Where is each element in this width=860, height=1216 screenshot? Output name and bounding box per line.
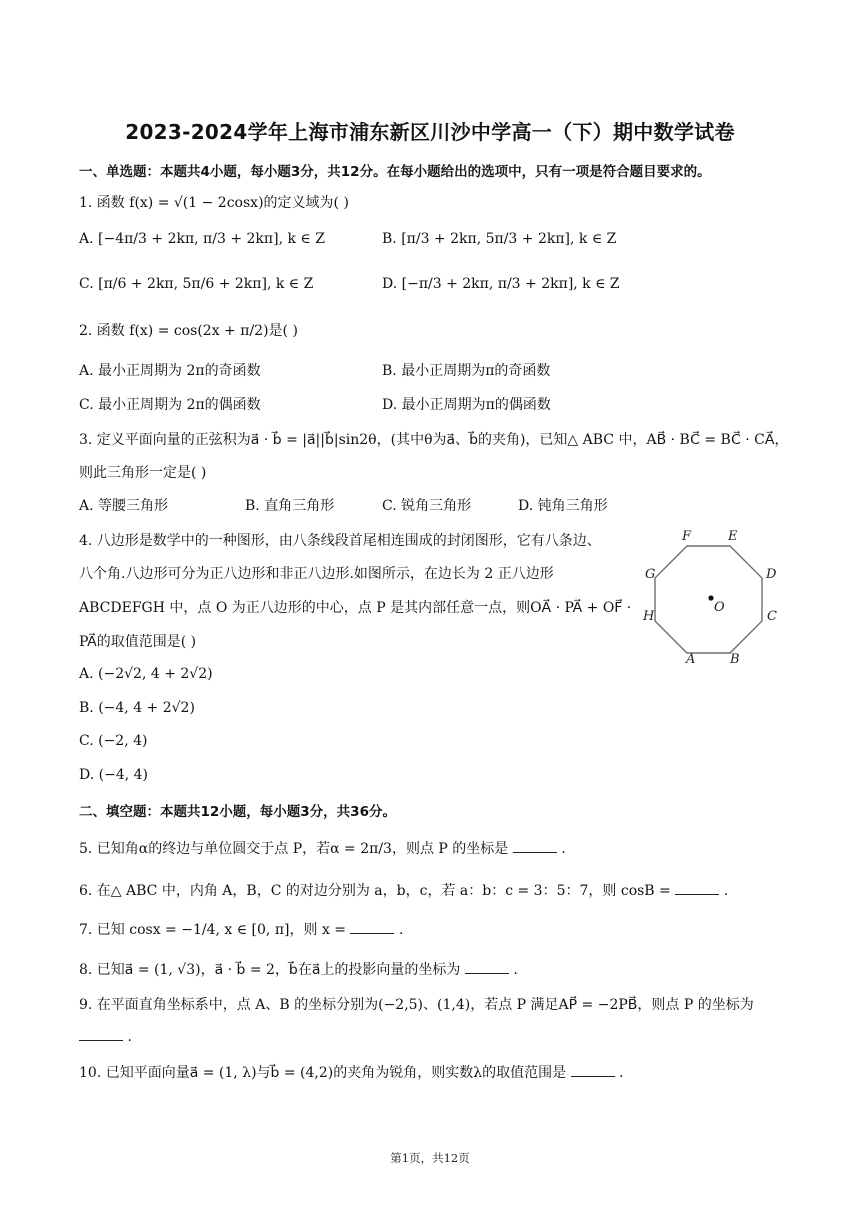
question-1-option-a: A. [−4π/3 + 2kπ, π/3 + 2kπ], k ∈ Z: [79, 231, 325, 247]
question-5: [79, 838, 566, 858]
question-2-option-d: D. 最小正周期为π的偶函数: [382, 397, 551, 413]
question-4-stem-line-3: ABCDEFGH 中，点 O 为正八边形的中心，点 P 是其内部任意一点，则OA⃗ · PA⃗ + OF⃗ ·: [79, 600, 632, 616]
answer-blank: [513, 840, 557, 853]
question-9-line-2: [79, 1028, 132, 1045]
question-4-option-b: B. (−4, 4 + 2√2): [79, 700, 195, 716]
page-title: 2023-2024学年上海市浦东新区川沙中学高一（下）期中数学试卷: [125, 120, 735, 144]
question-7: [79, 919, 403, 939]
question-3-option-d: D. 钝角三角形: [518, 498, 608, 514]
vertex-label-b: B: [730, 652, 740, 667]
question-8-end: .: [513, 962, 518, 978]
question-2-option-c: C. 最小正周期为 2π的偶函数: [79, 397, 261, 413]
question-8: [79, 959, 518, 979]
question-9-end: .: [127, 1029, 132, 1045]
question-10-text: 10. 已知平面向量a⃗ = (1, λ)与b⃗ = (4,2)的夹角为锐角，则实数λ的取值范围是: [79, 1065, 567, 1081]
center-point: [708, 595, 713, 600]
answer-blank: [571, 1064, 615, 1077]
question-4-stem-line-2: 八个角.八边形可分为正八边形和非正八边形.如图所示，在边长为 2 正八边形: [79, 566, 554, 582]
question-1-option-d: D. [−π/3 + 2kπ, π/3 + 2kπ], k ∈ Z: [382, 276, 620, 292]
vertex-label-h: H: [643, 609, 655, 624]
question-4-stem-line-1: 4. 八边形是数学中的一种图形，由八条线段首尾相连围成的封闭图形，它有八条边、: [79, 533, 601, 549]
vertex-label-g: G: [645, 567, 656, 582]
question-4-option-a: A. (−2√2, 4 + 2√2): [79, 666, 213, 682]
question-5-text: 5. 已知角α的终边与单位圆交于点 P，若α = 2π/3，则点 P 的坐标是: [79, 841, 509, 857]
vertex-label-e: E: [728, 529, 738, 544]
question-3-option-a: A. 等腰三角形: [79, 498, 169, 514]
question-10-end: .: [619, 1065, 624, 1081]
question-7-end: .: [398, 922, 404, 938]
question-6-end: .: [723, 883, 729, 899]
answer-blank: [350, 921, 394, 934]
question-10: [79, 1062, 623, 1082]
question-9-line-1: 9. 在平面直角坐标系中，点 A、B 的坐标分别为(−2,5)、(1,4)，若点 P 满足AP⃗ = −2PB⃗，则点 P 的坐标为: [79, 997, 754, 1013]
question-4-option-d: D. (−4, 4): [79, 767, 148, 783]
question-6-text: 6. 在△ ABC 中，内角 A，B，C 的对边分别为 a，b，c，若 a：b：c = 3：5：7，则 cosB =: [79, 883, 671, 899]
question-6: [79, 880, 728, 900]
answer-blank: [465, 961, 509, 974]
question-7-text: 7. 已知 cosx = −1/4, x ∈ [0, π]，则 x =: [79, 922, 347, 938]
question-8-text: 8. 已知a⃗ = (1, √3)，a⃗ · b⃗ = 2，b⃗在a⃗上的投影向量的坐标为: [79, 962, 461, 978]
question-5-end: .: [561, 841, 566, 857]
vertex-label-f: F: [682, 529, 692, 544]
question-3-option-c: C. 锐角三角形: [382, 498, 472, 514]
answer-blank: [79, 1028, 123, 1041]
page-footer: 第1页，共12页: [390, 1151, 470, 1165]
question-3-stem-line-1: 3. 定义平面向量的正弦积为a⃗ · b⃗ = |a⃗||b⃗|sin2θ，(其中θ为a⃗、b⃗的夹角)，已知△ ABC 中，AB⃗ · BC⃗ = BC⃗ · CA⃗，: [79, 432, 789, 448]
center-label-o: O: [714, 600, 725, 615]
question-4-option-c: C. (−2, 4): [79, 733, 148, 749]
question-2-option-a: A. 最小正周期为 2π的奇函数: [79, 363, 261, 379]
question-1-stem: 1. 函数 f(x) = √(1 − 2cosx)的定义域为( ): [79, 195, 349, 211]
section-heading-fill-blank: 二、填空题：本题共12小题，每小题3分，共36分。: [79, 804, 396, 820]
question-3-option-b: B. 直角三角形: [245, 498, 335, 514]
question-2-option-b: B. 最小正周期为π的奇函数: [382, 363, 551, 379]
question-1-option-b: B. [π/3 + 2kπ, 5π/3 + 2kπ], k ∈ Z: [382, 231, 617, 247]
question-4-stem-line-4: PA⃗的取值范围是( ): [79, 634, 197, 650]
vertex-label-c: C: [767, 609, 777, 624]
section-heading-single-choice: 一、单选题：本题共4小题，每小题3分，共12分。在每小题给出的选项中，只有一项是符合题目要求的。: [79, 164, 711, 180]
vertex-label-d: D: [766, 567, 777, 582]
question-2-stem: 2. 函数 f(x) = cos(2x + π/2)是( ): [79, 323, 298, 339]
answer-blank: [675, 882, 719, 895]
octagon-figure: [638, 524, 788, 674]
question-1-option-c: C. [π/6 + 2kπ, 5π/6 + 2kπ], k ∈ Z: [79, 276, 314, 292]
octagon-outline: [655, 546, 762, 653]
question-3-stem-line-2: 则此三角形一定是( ): [79, 465, 207, 481]
vertex-label-a: A: [686, 652, 696, 667]
